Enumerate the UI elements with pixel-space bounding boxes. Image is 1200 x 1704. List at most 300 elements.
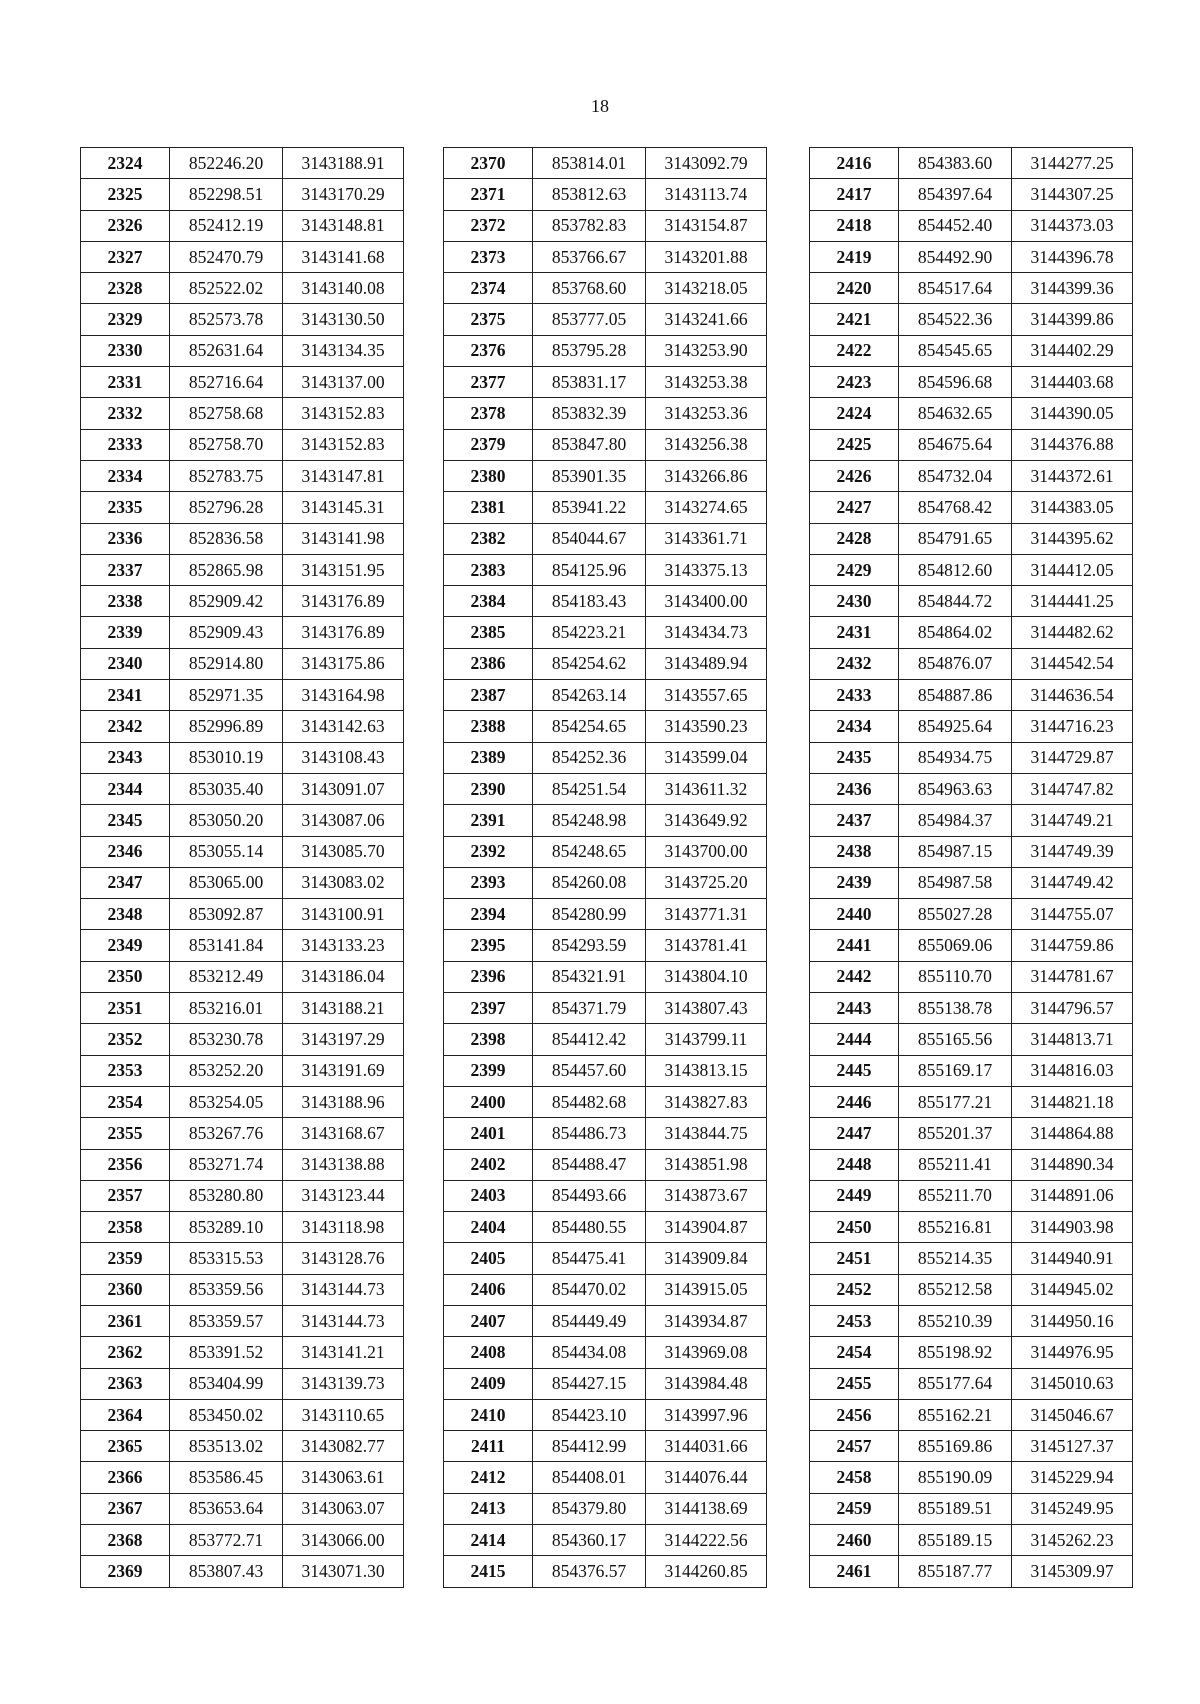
point-number-cell: 2362 <box>81 1337 170 1368</box>
y-coordinate-cell: 3143253.38 <box>646 367 767 398</box>
x-coordinate-cell: 855211.41 <box>899 1149 1012 1180</box>
point-number-cell: 2368 <box>81 1525 170 1556</box>
table-row <box>810 304 1133 335</box>
table-row <box>444 773 767 804</box>
y-coordinate-cell: 3145262.23 <box>1012 1525 1133 1556</box>
table-row <box>810 930 1133 961</box>
point-number-cell: 2326 <box>81 210 170 241</box>
y-coordinate-cell: 3143083.02 <box>283 867 404 898</box>
y-coordinate-cell: 3143771.31 <box>646 899 767 930</box>
table-row <box>81 586 404 617</box>
y-coordinate-cell: 3143375.13 <box>646 554 767 585</box>
y-coordinate-cell: 3143147.81 <box>283 460 404 491</box>
point-number-cell: 2348 <box>81 899 170 930</box>
point-number-cell: 2428 <box>810 523 899 554</box>
y-coordinate-cell: 3144396.78 <box>1012 241 1133 272</box>
y-coordinate-cell: 3143118.98 <box>283 1212 404 1243</box>
table-row <box>444 961 767 992</box>
point-number-cell: 2443 <box>810 993 899 1024</box>
table-row <box>81 1431 404 1462</box>
point-number-cell: 2340 <box>81 648 170 679</box>
y-coordinate-cell: 3143191.69 <box>283 1055 404 1086</box>
point-number-cell: 2394 <box>444 899 533 930</box>
table-row <box>81 554 404 585</box>
point-number-cell: 2401 <box>444 1118 533 1149</box>
table-row <box>81 930 404 961</box>
table-row <box>810 961 1133 992</box>
x-coordinate-cell: 854493.66 <box>533 1180 646 1211</box>
table-row <box>444 1462 767 1493</box>
x-coordinate-cell: 853289.10 <box>170 1212 283 1243</box>
table-row <box>81 1305 404 1336</box>
point-number-cell: 2431 <box>810 617 899 648</box>
x-coordinate-cell: 853814.01 <box>533 148 646 179</box>
x-coordinate-cell: 855169.86 <box>899 1431 1012 1462</box>
point-number-cell: 2412 <box>444 1462 533 1493</box>
y-coordinate-cell: 3144402.29 <box>1012 335 1133 366</box>
y-coordinate-cell: 3143434.73 <box>646 617 767 648</box>
x-coordinate-cell: 854492.90 <box>899 241 1012 272</box>
point-number-cell: 2379 <box>444 429 533 460</box>
table-row <box>444 460 767 491</box>
point-number-cell: 2425 <box>810 429 899 460</box>
point-number-cell: 2369 <box>81 1556 170 1587</box>
table-row <box>444 836 767 867</box>
x-coordinate-cell: 853359.56 <box>170 1274 283 1305</box>
table-row <box>444 586 767 617</box>
x-coordinate-cell: 854263.14 <box>533 680 646 711</box>
y-coordinate-cell: 3143218.05 <box>646 273 767 304</box>
point-number-cell: 2344 <box>81 773 170 804</box>
table-row <box>810 1462 1133 1493</box>
table-row <box>444 1399 767 1430</box>
table-row <box>81 1118 404 1149</box>
y-coordinate-cell: 3144372.61 <box>1012 460 1133 491</box>
x-coordinate-cell: 855169.17 <box>899 1055 1012 1086</box>
point-number-cell: 2407 <box>444 1305 533 1336</box>
table-row <box>444 1525 767 1556</box>
table-row <box>810 429 1133 460</box>
y-coordinate-cell: 3143092.79 <box>646 148 767 179</box>
x-coordinate-cell: 852996.89 <box>170 711 283 742</box>
x-coordinate-cell: 853391.52 <box>170 1337 283 1368</box>
y-coordinate-cell: 3143154.87 <box>646 210 767 241</box>
x-coordinate-cell: 854408.01 <box>533 1462 646 1493</box>
point-number-cell: 2356 <box>81 1149 170 1180</box>
table-row <box>81 1493 404 1524</box>
table-row <box>810 1525 1133 1556</box>
y-coordinate-cell: 3143256.38 <box>646 429 767 460</box>
table-row <box>810 1243 1133 1274</box>
y-coordinate-cell: 3143141.68 <box>283 241 404 272</box>
table-row <box>810 1305 1133 1336</box>
point-number-cell: 2398 <box>444 1024 533 1055</box>
x-coordinate-cell: 854470.02 <box>533 1274 646 1305</box>
table-row <box>810 241 1133 272</box>
table-row <box>444 1493 767 1524</box>
x-coordinate-cell: 854044.67 <box>533 523 646 554</box>
x-coordinate-cell: 854864.02 <box>899 617 1012 648</box>
table-row <box>81 648 404 679</box>
y-coordinate-cell: 3144390.05 <box>1012 398 1133 429</box>
point-number-cell: 2399 <box>444 1055 533 1086</box>
table-row <box>81 1180 404 1211</box>
point-number-cell: 2358 <box>81 1212 170 1243</box>
y-coordinate-cell: 3144945.02 <box>1012 1274 1133 1305</box>
table-row <box>444 429 767 460</box>
table-row <box>810 1149 1133 1180</box>
table-row <box>444 1212 767 1243</box>
point-number-cell: 2444 <box>810 1024 899 1055</box>
y-coordinate-cell: 3144813.71 <box>1012 1024 1133 1055</box>
x-coordinate-cell: 852971.35 <box>170 680 283 711</box>
x-coordinate-cell: 855187.77 <box>899 1556 1012 1587</box>
x-coordinate-cell: 852783.75 <box>170 460 283 491</box>
table-row <box>81 367 404 398</box>
table-row <box>81 1399 404 1430</box>
x-coordinate-cell: 854517.64 <box>899 273 1012 304</box>
x-coordinate-cell: 854183.43 <box>533 586 646 617</box>
point-number-cell: 2353 <box>81 1055 170 1086</box>
point-number-cell: 2424 <box>810 398 899 429</box>
point-number-cell: 2328 <box>81 273 170 304</box>
table-row <box>81 1086 404 1117</box>
point-number-cell: 2402 <box>444 1149 533 1180</box>
x-coordinate-cell: 854427.15 <box>533 1368 646 1399</box>
x-coordinate-cell: 854887.86 <box>899 680 1012 711</box>
x-coordinate-cell: 852470.79 <box>170 241 283 272</box>
x-coordinate-cell: 854397.64 <box>899 179 1012 210</box>
x-coordinate-cell: 854791.65 <box>899 523 1012 554</box>
point-number-cell: 2366 <box>81 1462 170 1493</box>
table-row <box>810 460 1133 491</box>
x-coordinate-cell: 854423.10 <box>533 1399 646 1430</box>
point-number-cell: 2329 <box>81 304 170 335</box>
y-coordinate-cell: 3143151.95 <box>283 554 404 585</box>
y-coordinate-cell: 3144636.54 <box>1012 680 1133 711</box>
x-coordinate-cell: 853586.45 <box>170 1462 283 1493</box>
x-coordinate-cell: 854252.36 <box>533 742 646 773</box>
y-coordinate-cell: 3143152.83 <box>283 429 404 460</box>
table-row <box>810 335 1133 366</box>
point-number-cell: 2343 <box>81 742 170 773</box>
table-row <box>81 398 404 429</box>
x-coordinate-cell: 854486.73 <box>533 1118 646 1149</box>
point-number-cell: 2333 <box>81 429 170 460</box>
table-row <box>810 1118 1133 1149</box>
point-number-cell: 2388 <box>444 711 533 742</box>
y-coordinate-cell: 3144759.86 <box>1012 930 1133 961</box>
table-row <box>444 241 767 272</box>
y-coordinate-cell: 3143844.75 <box>646 1118 767 1149</box>
y-coordinate-cell: 3144781.67 <box>1012 961 1133 992</box>
x-coordinate-cell: 853901.35 <box>533 460 646 491</box>
y-coordinate-cell: 3143085.70 <box>283 836 404 867</box>
point-number-cell: 2459 <box>810 1493 899 1524</box>
x-coordinate-cell: 854321.91 <box>533 961 646 992</box>
x-coordinate-cell: 853315.53 <box>170 1243 283 1274</box>
y-coordinate-cell: 3144729.87 <box>1012 742 1133 773</box>
y-coordinate-cell: 3143489.94 <box>646 648 767 679</box>
point-number-cell: 2342 <box>81 711 170 742</box>
x-coordinate-cell: 853807.43 <box>170 1556 283 1587</box>
point-number-cell: 2436 <box>810 773 899 804</box>
y-coordinate-cell: 3143110.65 <box>283 1399 404 1430</box>
point-number-cell: 2421 <box>810 304 899 335</box>
x-coordinate-cell: 854280.99 <box>533 899 646 930</box>
y-coordinate-cell: 3144542.54 <box>1012 648 1133 679</box>
table-row <box>444 1149 767 1180</box>
point-number-cell: 2416 <box>810 148 899 179</box>
table-row <box>444 1024 767 1055</box>
x-coordinate-cell: 852758.70 <box>170 429 283 460</box>
x-coordinate-cell: 854482.68 <box>533 1086 646 1117</box>
y-coordinate-cell: 3145046.67 <box>1012 1399 1133 1430</box>
y-coordinate-cell: 3143781.41 <box>646 930 767 961</box>
x-coordinate-cell: 852836.58 <box>170 523 283 554</box>
point-number-cell: 2384 <box>444 586 533 617</box>
y-coordinate-cell: 3144747.82 <box>1012 773 1133 804</box>
table-row <box>810 1274 1133 1305</box>
y-coordinate-cell: 3143164.98 <box>283 680 404 711</box>
point-number-cell: 2423 <box>810 367 899 398</box>
x-coordinate-cell: 854412.99 <box>533 1431 646 1462</box>
point-number-cell: 2449 <box>810 1180 899 1211</box>
point-number-cell: 2383 <box>444 554 533 585</box>
table-row <box>810 993 1133 1024</box>
table-row <box>81 680 404 711</box>
x-coordinate-cell: 854260.08 <box>533 867 646 898</box>
x-coordinate-cell: 852412.19 <box>170 210 283 241</box>
table-row <box>810 1086 1133 1117</box>
x-coordinate-cell: 854293.59 <box>533 930 646 961</box>
point-number-cell: 2435 <box>810 742 899 773</box>
point-number-cell: 2437 <box>810 805 899 836</box>
point-number-cell: 2373 <box>444 241 533 272</box>
y-coordinate-cell: 3143123.44 <box>283 1180 404 1211</box>
point-number-cell: 2458 <box>810 1462 899 1493</box>
x-coordinate-cell: 854984.37 <box>899 805 1012 836</box>
table-row <box>810 210 1133 241</box>
x-coordinate-cell: 853768.60 <box>533 273 646 304</box>
y-coordinate-cell: 3143108.43 <box>283 742 404 773</box>
y-coordinate-cell: 3144755.07 <box>1012 899 1133 930</box>
x-coordinate-cell: 853254.05 <box>170 1086 283 1117</box>
x-coordinate-cell: 853267.76 <box>170 1118 283 1149</box>
table-row <box>444 867 767 898</box>
y-coordinate-cell: 3144277.25 <box>1012 148 1133 179</box>
table-row <box>81 1368 404 1399</box>
y-coordinate-cell: 3143138.88 <box>283 1149 404 1180</box>
x-coordinate-cell: 853065.00 <box>170 867 283 898</box>
point-number-cell: 2403 <box>444 1180 533 1211</box>
point-number-cell: 2386 <box>444 648 533 679</box>
point-number-cell: 2422 <box>810 335 899 366</box>
point-number-cell: 2370 <box>444 148 533 179</box>
point-number-cell: 2347 <box>81 867 170 898</box>
x-coordinate-cell: 855214.35 <box>899 1243 1012 1274</box>
x-coordinate-cell: 854480.55 <box>533 1212 646 1243</box>
point-number-cell: 2454 <box>810 1337 899 1368</box>
point-number-cell: 2331 <box>81 367 170 398</box>
y-coordinate-cell: 3144749.21 <box>1012 805 1133 836</box>
y-coordinate-cell: 3143813.15 <box>646 1055 767 1086</box>
y-coordinate-cell: 3145229.94 <box>1012 1462 1133 1493</box>
x-coordinate-cell: 853055.14 <box>170 836 283 867</box>
table-row <box>444 210 767 241</box>
x-coordinate-cell: 855211.70 <box>899 1180 1012 1211</box>
y-coordinate-cell: 3143186.04 <box>283 961 404 992</box>
y-coordinate-cell: 3143176.89 <box>283 586 404 617</box>
table-row <box>810 492 1133 523</box>
table-row <box>81 805 404 836</box>
y-coordinate-cell: 3143807.43 <box>646 993 767 1024</box>
x-coordinate-cell: 852796.28 <box>170 492 283 523</box>
y-coordinate-cell: 3143130.50 <box>283 304 404 335</box>
x-coordinate-cell: 855189.51 <box>899 1493 1012 1524</box>
point-number-cell: 2339 <box>81 617 170 648</box>
point-number-cell: 2349 <box>81 930 170 961</box>
y-coordinate-cell: 3143144.73 <box>283 1305 404 1336</box>
table-row <box>810 1337 1133 1368</box>
y-coordinate-cell: 3144890.34 <box>1012 1149 1133 1180</box>
x-coordinate-cell: 852909.42 <box>170 586 283 617</box>
table-row <box>810 836 1133 867</box>
y-coordinate-cell: 3144976.95 <box>1012 1337 1133 1368</box>
x-coordinate-cell: 853941.22 <box>533 492 646 523</box>
table-row <box>444 554 767 585</box>
point-number-cell: 2392 <box>444 836 533 867</box>
y-coordinate-cell: 3143611.32 <box>646 773 767 804</box>
table-row <box>810 1493 1133 1524</box>
x-coordinate-cell: 853832.39 <box>533 398 646 429</box>
point-number-cell: 2325 <box>81 179 170 210</box>
coordinate-table-2 <box>443 147 767 1588</box>
y-coordinate-cell: 3143590.23 <box>646 711 767 742</box>
point-number-cell: 2351 <box>81 993 170 1024</box>
point-number-cell: 2448 <box>810 1149 899 1180</box>
table-row <box>444 648 767 679</box>
table-row <box>444 742 767 773</box>
table-row <box>810 586 1133 617</box>
point-number-cell: 2355 <box>81 1118 170 1149</box>
y-coordinate-cell: 3143804.10 <box>646 961 767 992</box>
x-coordinate-cell: 853782.83 <box>533 210 646 241</box>
y-coordinate-cell: 3144403.68 <box>1012 367 1133 398</box>
x-coordinate-cell: 854434.08 <box>533 1337 646 1368</box>
point-number-cell: 2397 <box>444 993 533 1024</box>
table-row <box>444 367 767 398</box>
point-number-cell: 2445 <box>810 1055 899 1086</box>
point-number-cell: 2338 <box>81 586 170 617</box>
point-number-cell: 2345 <box>81 805 170 836</box>
x-coordinate-cell: 854371.79 <box>533 993 646 1024</box>
x-coordinate-cell: 854475.41 <box>533 1243 646 1274</box>
x-coordinate-cell: 855198.92 <box>899 1337 1012 1368</box>
y-coordinate-cell: 3143700.00 <box>646 836 767 867</box>
point-number-cell: 2385 <box>444 617 533 648</box>
y-coordinate-cell: 3143873.67 <box>646 1180 767 1211</box>
table-row <box>810 179 1133 210</box>
y-coordinate-cell: 3143188.91 <box>283 148 404 179</box>
y-coordinate-cell: 3143128.76 <box>283 1243 404 1274</box>
table-row <box>810 617 1133 648</box>
y-coordinate-cell: 3143170.29 <box>283 179 404 210</box>
y-coordinate-cell: 3144816.03 <box>1012 1055 1133 1086</box>
y-coordinate-cell: 3143915.05 <box>646 1274 767 1305</box>
y-coordinate-cell: 3143400.00 <box>646 586 767 617</box>
table-row <box>810 711 1133 742</box>
table-row <box>810 1180 1133 1211</box>
table-row <box>81 148 404 179</box>
y-coordinate-cell: 3144716.23 <box>1012 711 1133 742</box>
x-coordinate-cell: 854248.65 <box>533 836 646 867</box>
point-number-cell: 2364 <box>81 1399 170 1430</box>
point-number-cell: 2417 <box>810 179 899 210</box>
y-coordinate-cell: 3143266.86 <box>646 460 767 491</box>
table-row <box>810 398 1133 429</box>
table-row <box>444 1305 767 1336</box>
x-coordinate-cell: 852246.20 <box>170 148 283 179</box>
point-number-cell: 2327 <box>81 241 170 272</box>
y-coordinate-cell: 3143851.98 <box>646 1149 767 1180</box>
y-coordinate-cell: 3143134.35 <box>283 335 404 366</box>
table-row <box>81 1556 404 1587</box>
table-row <box>444 1243 767 1274</box>
table-row <box>81 1462 404 1493</box>
x-coordinate-cell: 854522.36 <box>899 304 1012 335</box>
x-coordinate-cell: 855212.58 <box>899 1274 1012 1305</box>
y-coordinate-cell: 3143253.36 <box>646 398 767 429</box>
y-coordinate-cell: 3143100.91 <box>283 899 404 930</box>
x-coordinate-cell: 854963.63 <box>899 773 1012 804</box>
table-row <box>810 805 1133 836</box>
point-number-cell: 2341 <box>81 680 170 711</box>
y-coordinate-cell: 3145127.37 <box>1012 1431 1133 1462</box>
x-coordinate-cell: 853777.05 <box>533 304 646 335</box>
y-coordinate-cell: 3144749.39 <box>1012 836 1133 867</box>
y-coordinate-cell: 3143063.07 <box>283 1493 404 1524</box>
point-number-cell: 2378 <box>444 398 533 429</box>
point-number-cell: 2440 <box>810 899 899 930</box>
table-row <box>810 648 1133 679</box>
table-row <box>444 1180 767 1211</box>
table-row <box>81 1274 404 1305</box>
table-row <box>810 273 1133 304</box>
point-number-cell: 2460 <box>810 1525 899 1556</box>
x-coordinate-cell: 855177.64 <box>899 1368 1012 1399</box>
point-number-cell: 2442 <box>810 961 899 992</box>
table-row <box>81 1212 404 1243</box>
x-coordinate-cell: 852865.98 <box>170 554 283 585</box>
x-coordinate-cell: 853766.67 <box>533 241 646 272</box>
y-coordinate-cell: 3144864.88 <box>1012 1118 1133 1149</box>
y-coordinate-cell: 3144260.85 <box>646 1556 767 1587</box>
x-coordinate-cell: 854987.15 <box>899 836 1012 867</box>
point-number-cell: 2446 <box>810 1086 899 1117</box>
x-coordinate-cell: 854383.60 <box>899 148 1012 179</box>
table-row <box>81 1024 404 1055</box>
y-coordinate-cell: 3143133.23 <box>283 930 404 961</box>
point-number-cell: 2414 <box>444 1525 533 1556</box>
y-coordinate-cell: 3144821.18 <box>1012 1086 1133 1117</box>
point-number-cell: 2371 <box>444 179 533 210</box>
x-coordinate-cell: 854248.98 <box>533 805 646 836</box>
table-row <box>81 836 404 867</box>
page-number: 18 <box>591 96 609 116</box>
x-coordinate-cell: 854452.40 <box>899 210 1012 241</box>
x-coordinate-cell: 854844.72 <box>899 586 1012 617</box>
